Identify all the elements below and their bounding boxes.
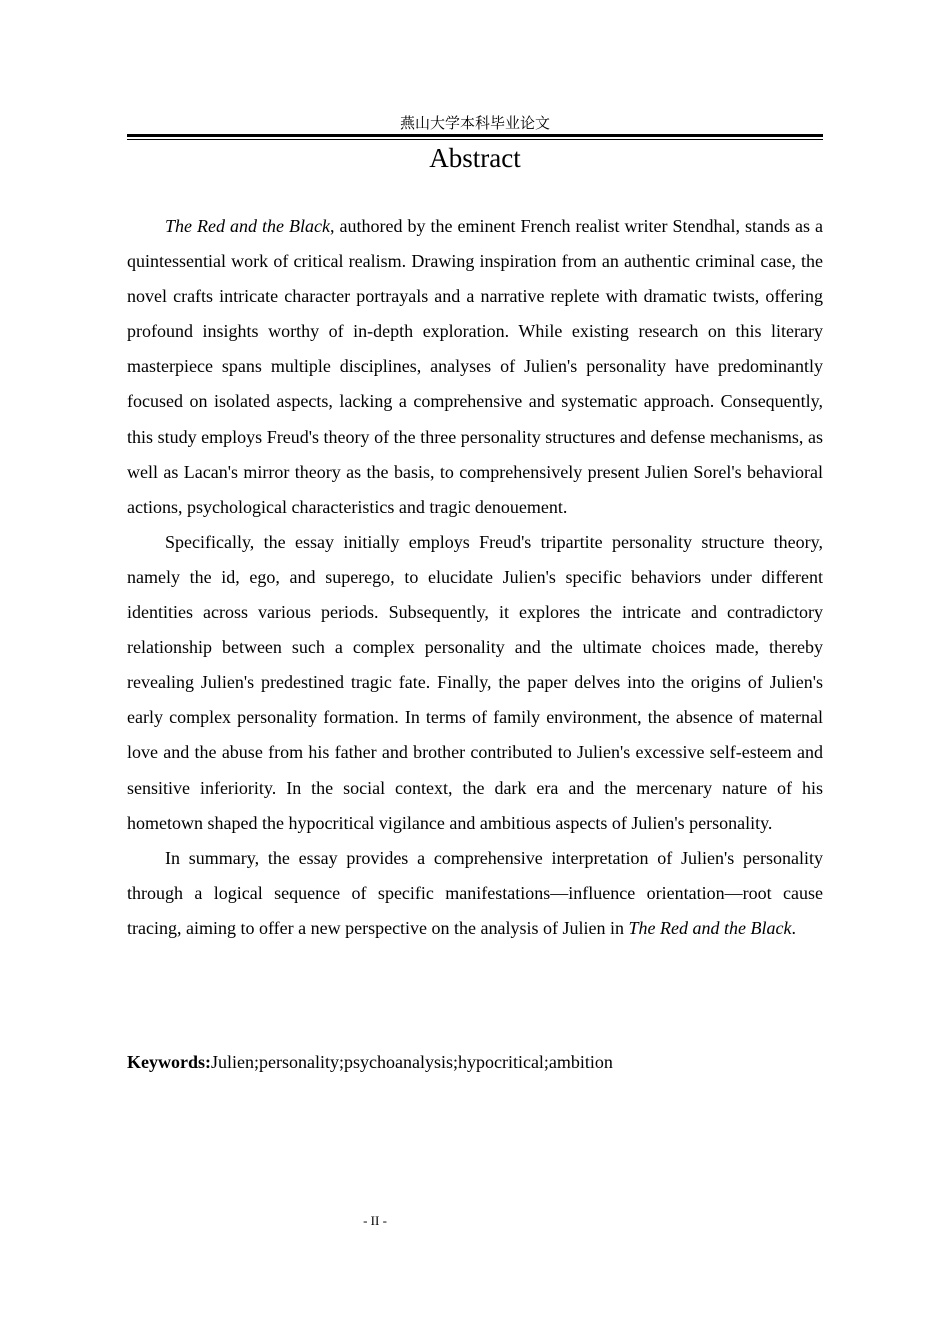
running-header: 燕山大学本科毕业论文 (399, 114, 550, 132)
book-title-italic: The Red and the Black (628, 917, 792, 938)
keywords-label: Keywords: (127, 1052, 211, 1072)
abstract-paragraph-1 (127, 209, 823, 525)
header-rule-thin (127, 139, 823, 140)
book-title-italic: The Red and the Black (165, 216, 330, 236)
keywords-value: Julien;personality;psychoanalysis;hypocritical;ambition (211, 1052, 613, 1072)
keywords-line (127, 1047, 823, 1077)
page-number: - II - (363, 1213, 387, 1228)
abstract-body (127, 209, 823, 946)
header-rule-thick (127, 134, 823, 137)
paragraph-3-text: In summary, the essay provides a comprehensive interpretation of Julien's personality through a logical sequence of specific manifestations—influence orientation—root cause tracing, aiming to offer a new perspective on the analysis of Julien in (127, 847, 823, 938)
abstract-paragraph-2 (127, 525, 823, 841)
paragraph-3-end: . (791, 917, 796, 938)
page-title: Abstract (429, 143, 521, 173)
abstract-paragraph-3 (127, 841, 823, 946)
paragraph-1-text: , authored by the eminent French realist writer Stendhal, stands as a quintessential work of critical realism. Drawing inspiration from an authentic criminal case, the novel crafts intricate character portrayals and a narrative replete with dramatic twists, offering profound insights worthy of in-depth exploration. While existing research on this literary masterpiece spans multiple disciplines, analyses of Julien's personality have predominantly focused on isolated aspects, lacking a comprehensive and systematic approach. Consequently, this study employs Freud's theory of the three personality structures and defense mechanisms, as well as Lacan's mirror theory as the basis, to comprehensively present Julien Sorel's behavioral actions, psychological characteristics and tragic denouement. (127, 216, 823, 517)
paragraph-2-text: Specifically, the essay initially employs Freud's tripartite personality structure theory, namely the id, ego, and superego, to elucidate Julien's specific behaviors under different identities across various periods. Subsequently, it explores the intricate and contradictory relationship between such a complex personality and the ultimate choices made, thereby revealing Julien's predestined tragic fate. Finally, the paper delves into the origins of Julien's early complex personality formation. In terms of family environment, the absence of maternal love and the abuse from his father and brother contributed to Julien's excessive self-esteem and sensitive inferiority. In the social context, the dark era and the mercenary nature of his hometown shaped the hypocritical vigilance and ambitious aspects of Julien's personality. (127, 531, 823, 833)
